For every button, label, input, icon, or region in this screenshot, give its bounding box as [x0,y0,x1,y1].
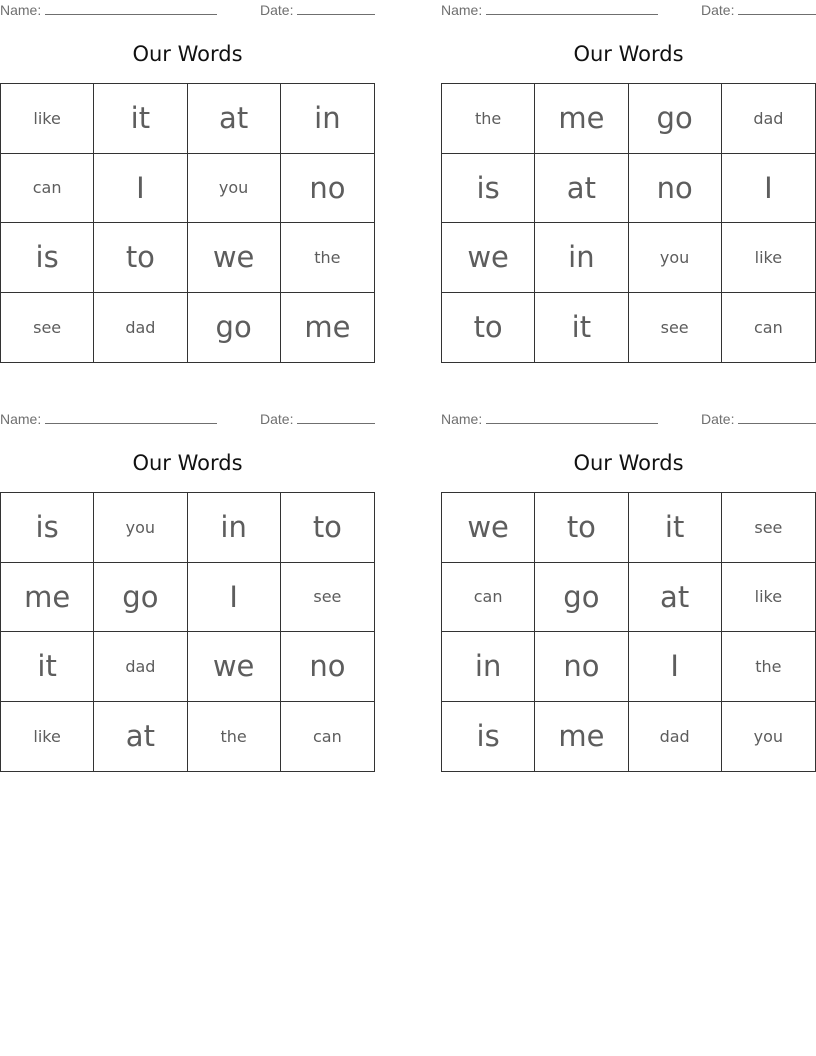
name-label: Name: [0,411,42,427]
cell-word: at [566,170,596,205]
name-label: Name: [0,2,42,18]
cell-word: the [755,656,782,676]
grid-cell[interactable] [188,154,281,224]
cell-word: the [474,108,502,128]
card-title: Our Words [132,42,243,66]
cell-word: go [656,101,693,136]
cell-word: we [212,240,255,275]
cell-word: see [33,317,62,337]
cell-word: me [24,579,71,614]
cell-word: we [467,240,509,275]
cell-word: the [314,247,341,267]
grid-cell[interactable] [188,293,281,363]
grid-cell[interactable] [629,223,722,293]
bingo-card [441,409,816,773]
name-field[interactable] [441,411,658,427]
name-date-row [0,2,375,20]
name-field[interactable] [0,2,217,18]
bingo-card [0,0,375,364]
cell-word: at [125,719,155,754]
cell-word: in [474,649,502,684]
word-grid [0,83,375,363]
grid-cell[interactable] [281,293,374,363]
date-label: Date: [701,411,735,427]
card-title: Our Words [573,451,684,475]
grid-cell[interactable] [94,293,187,363]
word-grid [0,492,375,772]
grid-cell[interactable] [629,563,722,633]
grid-cell[interactable] [188,632,281,702]
grid-cell[interactable] [722,293,815,363]
cell-word: see [660,317,689,337]
grid-cell[interactable] [281,632,374,702]
cell-word: I [136,170,145,205]
cell-word: is [476,719,500,754]
grid-cell[interactable] [722,563,815,633]
card-title: Our Words [132,451,243,475]
grid-cell[interactable] [629,293,722,363]
grid-cell[interactable] [629,632,722,702]
cell-word: to [566,510,596,545]
card-title: Our Words [573,42,684,66]
date-blank-line[interactable] [297,2,375,15]
grid-cell[interactable] [94,632,187,702]
grid-cell[interactable] [1,632,94,702]
grid-cell[interactable] [1,223,94,293]
cell-word: can [754,317,783,337]
grid-cell[interactable] [535,632,628,702]
cell-word: no [656,170,693,205]
cell-word: it [37,649,57,684]
grid-cell[interactable] [722,702,815,772]
bingo-card [441,0,816,364]
cell-word: no [563,649,600,684]
word-grid [441,83,816,363]
date-label: Date: [260,411,294,427]
cell-word: is [35,240,59,275]
cell-word: see [313,587,342,607]
grid-cell[interactable] [188,563,281,633]
cell-word: at [219,101,249,136]
cell-word: we [212,649,255,684]
cell-word: no [309,170,346,205]
cell-word: me [558,719,605,754]
cell-word: I [670,649,679,684]
cell-word: dad [125,656,156,676]
cell-word: in [314,101,341,136]
grid-cell[interactable] [535,223,628,293]
grid-cell[interactable] [442,223,535,293]
grid-cell[interactable] [188,223,281,293]
cell-word: at [660,579,690,614]
cell-word: it [664,510,685,545]
name-blank-line[interactable] [45,2,217,15]
grid-cell[interactable] [94,84,187,154]
cell-word: you [125,517,156,537]
name-date-row [441,2,816,20]
cell-word: is [476,170,500,205]
cell-word: me [304,310,351,345]
grid-cell[interactable] [1,493,94,563]
grid-cell[interactable] [94,223,187,293]
name-blank-line[interactable] [486,2,658,15]
grid-cell[interactable] [722,223,815,293]
grid-cell[interactable] [94,563,187,633]
grid-cell[interactable] [535,563,628,633]
date-field[interactable] [260,2,375,18]
grid-cell[interactable] [722,154,815,224]
cell-word: in [220,510,247,545]
name-field[interactable] [0,411,217,427]
grid-cell[interactable] [442,154,535,224]
cell-word: dad [125,317,156,337]
grid-cell[interactable] [535,84,628,154]
date-blank-line[interactable] [738,2,816,15]
grid-cell[interactable] [94,154,187,224]
grid-cell[interactable] [188,702,281,772]
grid-cell[interactable] [1,293,94,363]
grid-cell[interactable] [442,493,535,563]
grid-cell[interactable] [442,632,535,702]
grid-cell[interactable] [281,223,374,293]
name-blank-line[interactable] [45,411,217,424]
cell-word: you [753,726,784,746]
cell-word: like [33,726,61,746]
grid-cell[interactable] [535,493,628,563]
cell-word: can [473,587,503,607]
cell-word: I [764,170,773,205]
name-date-row [0,411,375,429]
grid-cell[interactable] [629,493,722,563]
cell-word: the [220,726,247,746]
grid-cell[interactable] [1,563,94,633]
grid-cell[interactable] [281,563,374,633]
cell-word: go [215,310,252,345]
grid-cell[interactable] [535,293,628,363]
grid-cell[interactable] [722,84,815,154]
cell-word: go [122,579,159,614]
grid-cell[interactable] [442,84,535,154]
grid-cell[interactable] [535,702,628,772]
grid-cell[interactable] [94,493,187,563]
grid-cell[interactable] [188,84,281,154]
cell-word: can [32,178,62,198]
date-blank-line[interactable] [297,411,375,424]
cell-word: we [467,510,509,545]
bingo-card [0,409,375,773]
name-label: Name: [441,2,483,18]
name-blank-line[interactable] [486,411,658,424]
cell-word: like [754,247,783,267]
grid-cell[interactable] [442,563,535,633]
cell-word: dad [753,108,784,128]
cell-word: to [473,310,503,345]
grid-cell[interactable] [722,632,815,702]
grid-cell[interactable] [535,154,628,224]
date-label: Date: [701,2,735,18]
cell-word: see [754,517,783,537]
cell-word: you [218,178,249,198]
cell-word: to [312,510,342,545]
cell-word: you [659,247,690,267]
grid-cell[interactable] [1,84,94,154]
grid-cell[interactable] [1,702,94,772]
cell-word: me [558,101,605,136]
grid-cell[interactable] [281,702,374,772]
grid-cell[interactable] [1,154,94,224]
cell-word: go [563,579,600,614]
date-field[interactable] [701,411,816,427]
cell-word: it [571,310,592,345]
grid-cell[interactable] [188,493,281,563]
name-date-row [441,411,816,429]
cell-word: it [130,101,151,136]
date-blank-line[interactable] [738,411,816,424]
grid-cell[interactable] [281,493,374,563]
cell-word: is [35,510,59,545]
word-grid [441,492,816,772]
cell-word: in [568,240,595,275]
date-field[interactable] [701,2,816,18]
cell-word: can [313,726,342,746]
cell-word: dad [659,726,690,746]
grid-cell[interactable] [281,84,374,154]
cell-word: like [754,587,783,607]
grid-cell[interactable] [442,702,535,772]
date-label: Date: [260,2,294,18]
cell-word: I [229,579,238,614]
name-field[interactable] [441,2,658,18]
grid-cell[interactable] [629,154,722,224]
date-field[interactable] [260,411,375,427]
name-label: Name: [441,411,483,427]
grid-cell[interactable] [629,84,722,154]
cell-word: no [309,649,346,684]
grid-cell[interactable] [722,493,815,563]
cell-word: to [125,240,155,275]
cell-word: like [33,108,61,128]
grid-cell[interactable] [442,293,535,363]
grid-cell[interactable] [281,154,374,224]
grid-cell[interactable] [629,702,722,772]
grid-cell[interactable] [94,702,187,772]
